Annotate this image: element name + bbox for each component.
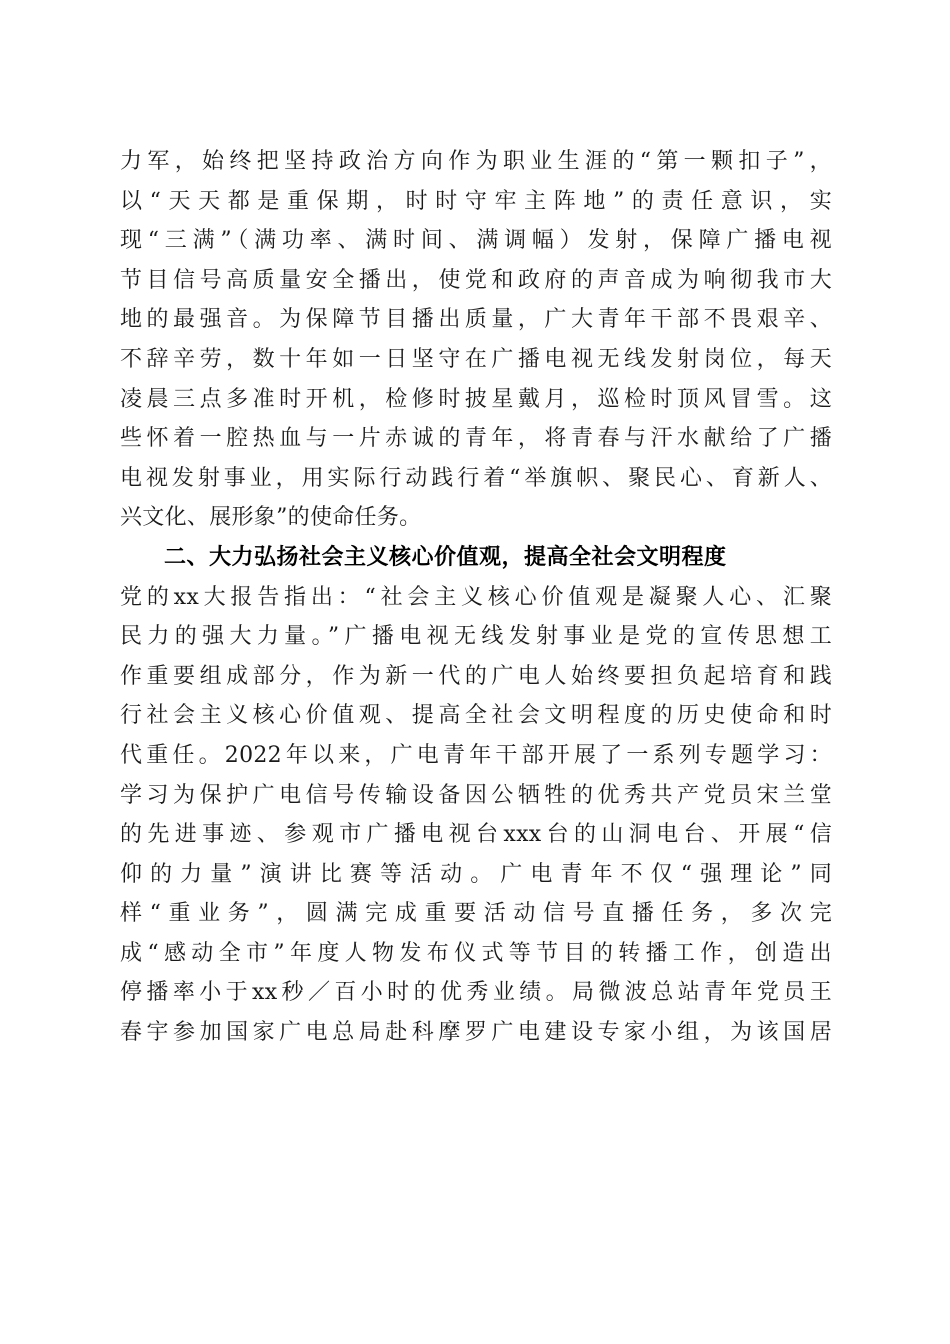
- paragraph-line: 党的xx大报告指出：“社会主义核心价值观是凝聚人心、汇聚: [120, 584, 832, 610]
- paragraph-line: 节目信号高质量安全播出，使党和政府的声音成为响彻我市大: [120, 267, 832, 293]
- paragraph-line: 民力的强大力量。”广播电视无线发射事业是党的宣传思想工: [120, 624, 832, 650]
- paragraph-line: 电视发射事业，用实际行动践行着“举旗帜、聚民心、育新人、: [120, 465, 832, 491]
- paragraph-line: 力军，始终把坚持政治方向作为职业生涯的“第一颗扣子”，: [120, 149, 832, 174]
- paragraph-line: 样“重业务”，圆满完成重要活动信号直播任务，多次完: [120, 901, 832, 927]
- paragraph-line: 作重要组成部分，作为新一代的广电人始终要担负起培育和践: [120, 663, 832, 689]
- paragraph-line: 些怀着一腔热血与一片赤诚的青年，将青春与汗水献给了广播: [120, 426, 832, 452]
- paragraph-line: 以“天天都是重保期，时时守牢主阵地”的责任意识，实: [120, 188, 832, 214]
- paragraph-line: 不辞辛劳，数十年如一日坚守在广播电视无线发射岗位，每天: [120, 346, 832, 372]
- paragraph-line: 学习为保护广电信号传输设备因公牺牲的优秀共产党员宋兰堂: [120, 782, 832, 808]
- paragraph-line: 兴文化、展形象”的使命任务。: [120, 505, 422, 531]
- paragraph-line: 代重任。2022年以来，广电青年干部开展了一系列专题学习：: [120, 742, 832, 768]
- paragraph-line: 仰的力量”演讲比赛等活动。广电青年不仅“强理论”同: [120, 861, 832, 887]
- paragraph-line: 春宇参加国家广电总局赴科摩罗广电建设专家小组，为该国居: [120, 1020, 832, 1046]
- paragraph-line: 行社会主义核心价值观、提高全社会文明程度的历史使命和时: [120, 703, 832, 729]
- document-body: [120, 142, 832, 1053]
- paragraph-line: 停播率小于xx秒／百小时的优秀业绩。局微波总站青年党员王: [120, 980, 832, 1006]
- paragraph-line: 凌晨三点多准时开机，检修时披星戴月，巡检时顶风冒雪。这: [120, 386, 832, 412]
- section-heading: 二、大力弘扬社会主义核心价值观，提高全社会文明程度: [164, 544, 727, 570]
- paragraph-line: 地的最强音。为保障节目播出质量，广大青年干部不畏艰辛、: [120, 307, 832, 333]
- paragraph-line: 成“感动全市”年度人物发布仪式等节目的转播工作，创造出: [120, 940, 832, 966]
- paragraph-line: 现“三满”（满功率、满时间、满调幅）发射，保障广播电视: [120, 228, 832, 254]
- paragraph-line: 的先进事迹、参观市广播电视台xxx台的山洞电台、开展“信: [120, 822, 832, 848]
